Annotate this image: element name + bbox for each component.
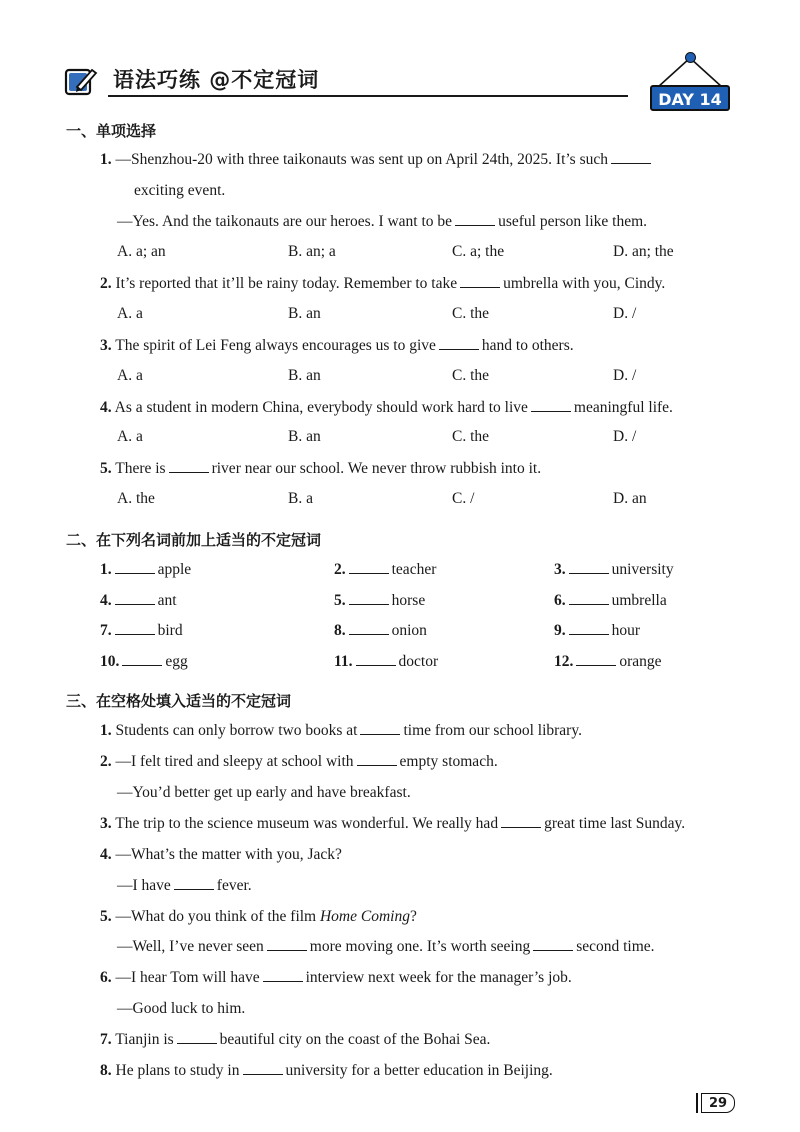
s1-q1-line1b: exciting event. (134, 182, 226, 199)
s1-q2-option-c[interactable]: C. the (452, 305, 490, 322)
s3-q6: 6. —I hear Tom will have interview next week for the manager’s job. (100, 969, 572, 986)
answer-blank[interactable] (263, 968, 303, 982)
s2-item: 4. ant (100, 592, 177, 609)
day-badge: DAY 14 (650, 85, 730, 111)
s3-q2: 2. —I felt tired and sleepy at school with empty stomach. (100, 753, 498, 770)
answer-blank[interactable] (349, 621, 389, 635)
s3-q5: 5. —What do you think of the film Home Coming? (100, 908, 417, 925)
s3-q5-reply: —Well, I’ve never seen more moving one. It’s worth seeing second time. (117, 938, 655, 955)
answer-blank[interactable] (174, 876, 214, 890)
s1-q3-option-d[interactable]: D. / (613, 367, 637, 384)
s2-item: 2. teacher (334, 561, 437, 578)
s1-q1-option-a[interactable]: A. a; an (117, 243, 166, 260)
s1-q2-option-b[interactable]: B. an (288, 305, 321, 322)
s3-q6-reply: —Good luck to him. (117, 1000, 246, 1017)
answer-blank[interactable] (531, 398, 571, 412)
s1-q1-line2: —Yes. And the taikonauts are our heroes. I want to be useful person like them. (117, 213, 648, 230)
answer-blank[interactable] (569, 560, 609, 574)
answer-blank[interactable] (115, 591, 155, 605)
day-badge-hanger (646, 52, 736, 114)
s1-q5-option-c[interactable]: C. / (452, 490, 475, 507)
s2-item: 7. bird (100, 622, 183, 639)
s2-item: 12. orange (554, 653, 662, 670)
s2-item: 1. apple (100, 561, 192, 578)
s1-q4-option-b[interactable]: B. an (288, 428, 321, 445)
s1-q5-stem: 5. There is river near our school. We never throw rubbish into it. (100, 460, 542, 477)
page-number-tick (696, 1093, 698, 1113)
answer-blank[interactable] (569, 591, 609, 605)
answer-blank[interactable] (357, 752, 397, 766)
s2-item: 8. onion (334, 622, 427, 639)
s1-q4-option-c[interactable]: C. the (452, 428, 490, 445)
answer-blank[interactable] (439, 336, 479, 350)
s2-item: 10. egg (100, 653, 188, 670)
answer-blank[interactable] (569, 621, 609, 635)
answer-blank[interactable] (177, 1030, 217, 1044)
section1-heading: 一、单项选择 (66, 122, 157, 140)
s2-item: 9. hour (554, 622, 641, 639)
answer-blank[interactable] (455, 212, 495, 226)
answer-blank[interactable] (611, 150, 651, 164)
s3-q4-reply: —I have fever. (117, 877, 252, 894)
answer-blank[interactable] (243, 1061, 283, 1075)
s1-q3-option-b[interactable]: B. an (288, 367, 321, 384)
s1-q5-option-d[interactable]: D. an (613, 490, 647, 507)
s3-q3: 3. The trip to the science museum was wonderful. We really had great time last Sunday. (100, 815, 686, 832)
s3-q1: 1. Students can only borrow two books at time from our school library. (100, 722, 582, 739)
answer-blank[interactable] (122, 652, 162, 666)
answer-blank[interactable] (349, 591, 389, 605)
s1-q1-option-d[interactable]: D. an; the (613, 243, 674, 260)
s1-q3-option-a[interactable]: A. a (117, 367, 143, 384)
s1-q1-line1: 1. —Shenzhou-20 with three taikonauts was sent up on April 24th, 2025. It’s such (100, 150, 654, 170)
s2-item: 6. umbrella (554, 592, 667, 609)
page-number: 29 (701, 1093, 735, 1113)
answer-blank[interactable] (460, 274, 500, 288)
section2-heading: 二、在下列名词前加上适当的不定冠词 (66, 531, 322, 549)
s1-q2-option-a[interactable]: A. a (117, 305, 143, 322)
title-underline (108, 95, 628, 97)
pencil-note-icon (64, 66, 98, 96)
s1-q2-stem: 2. It’s reported that it’ll be rainy today. Remember to take umbrella with you, Cindy. (100, 275, 666, 292)
answer-blank[interactable] (360, 721, 400, 735)
s1-q1-option-b[interactable]: B. an; a (288, 243, 336, 260)
answer-blank[interactable] (115, 560, 155, 574)
answer-blank[interactable] (576, 652, 616, 666)
s1-q2-option-d[interactable]: D. / (613, 305, 637, 322)
pin-icon (685, 52, 696, 63)
answer-blank[interactable] (501, 814, 541, 828)
section3-heading: 三、在空格处填入适当的不定冠词 (66, 692, 292, 710)
answer-blank[interactable] (169, 459, 209, 473)
s1-q4-option-a[interactable]: A. a (117, 428, 143, 445)
answer-blank[interactable] (267, 937, 307, 951)
s1-q5-option-a[interactable]: A. the (117, 490, 155, 507)
s3-q7: 7. Tianjin is beautiful city on the coast of the Bohai Sea. (100, 1031, 491, 1048)
answer-blank[interactable] (356, 652, 396, 666)
s1-q4-stem: 4. As a student in modern China, everybody should work hard to live meaningful life. (100, 399, 673, 416)
answer-blank[interactable] (115, 621, 155, 635)
s1-q5-option-b[interactable]: B. a (288, 490, 313, 507)
s1-q3-stem: 3. The spirit of Lei Feng always encourages us to give hand to others. (100, 337, 574, 354)
page-title: 语法巧练 @不定冠词 (113, 68, 320, 92)
s2-item: 11. doctor (334, 653, 439, 670)
film-title: Home Coming (319, 908, 410, 925)
s3-q2-reply: —You’d better get up early and have breakfast. (117, 784, 411, 801)
s3-q4: 4. —What’s the matter with you, Jack? (100, 846, 342, 863)
s1-q3-option-c[interactable]: C. the (452, 367, 490, 384)
s1-q4-option-d[interactable]: D. / (613, 428, 637, 445)
s2-item: 5. horse (334, 592, 426, 609)
answer-blank[interactable] (349, 560, 389, 574)
answer-blank[interactable] (533, 937, 573, 951)
s2-item: 3. university (554, 561, 674, 578)
s1-q1-option-c[interactable]: C. a; the (452, 243, 505, 260)
s3-q8: 8. He plans to study in university for a better education in Beijing. (100, 1062, 553, 1079)
